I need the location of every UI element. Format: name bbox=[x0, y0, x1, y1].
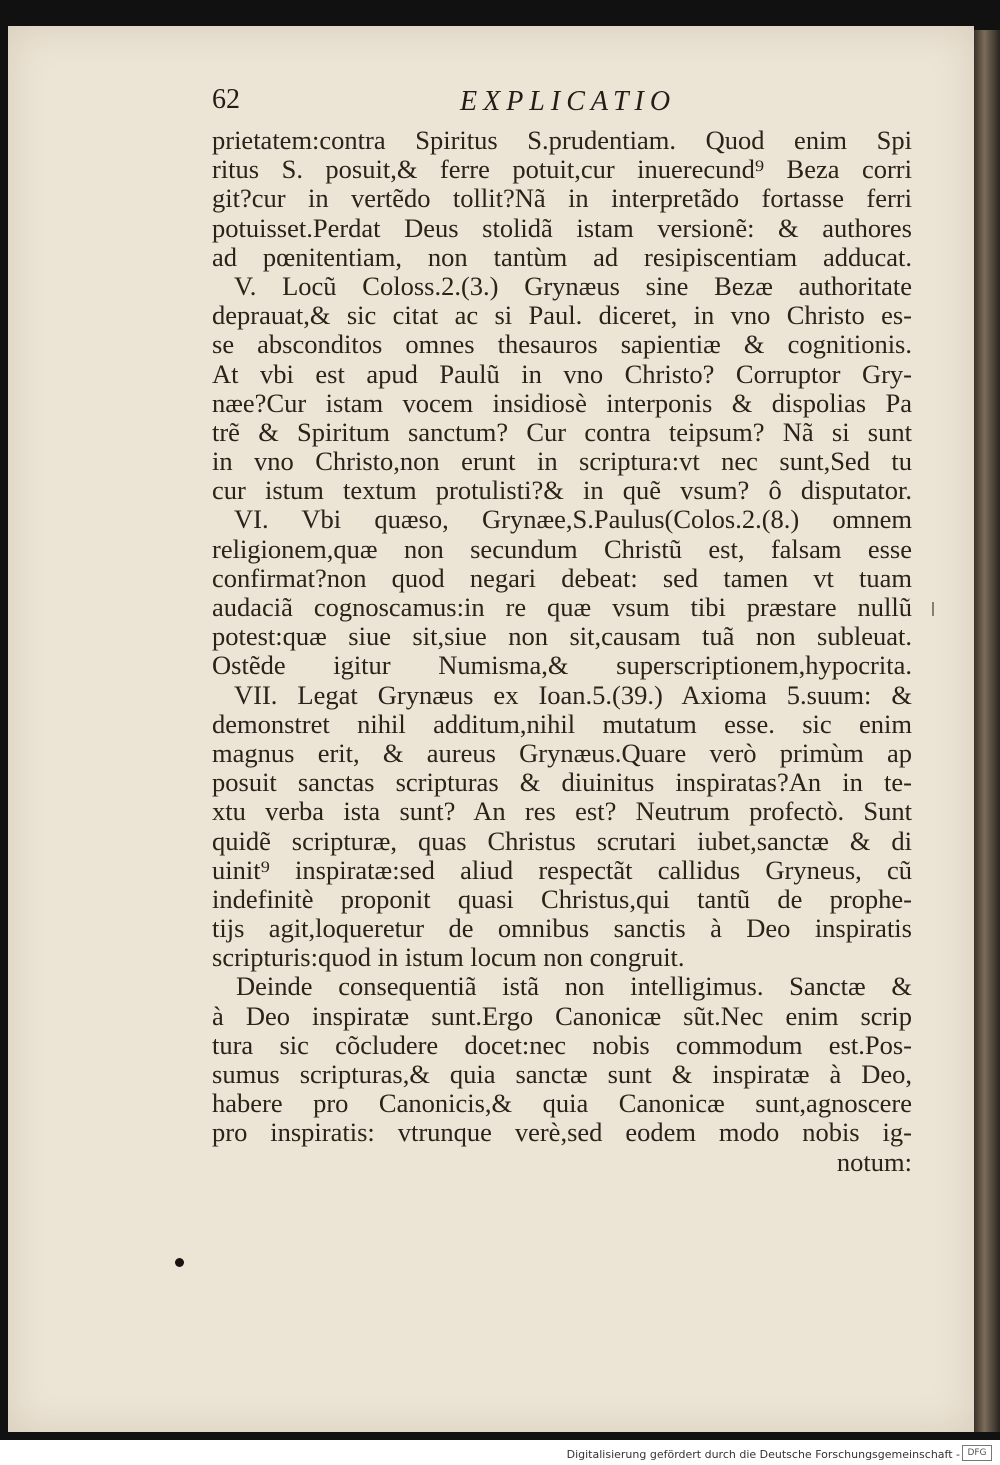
page-header bbox=[210, 84, 910, 124]
text-line: in vno Christo,non erunt in scriptura:vt nec sunt,Sed tu bbox=[212, 446, 912, 477]
text-line: trẽ & Spiritum sanctum? Cur contra teipsum? Nã si sunt bbox=[212, 416, 912, 447]
text-line: tura sic cõcludere docet:nec nobis commodum est.Pos- bbox=[212, 1029, 912, 1060]
running-title: EXPLICATIO bbox=[460, 86, 677, 117]
text-line: notum: bbox=[836, 1146, 912, 1177]
text-line: à Deo inspiratæ sunt.Ergo Canonicæ sũt.Nec enim scrip bbox=[212, 1000, 912, 1031]
text-line: VI. Vbi quæso, Grynæe,S.Paulus(Colos.2.(8.) omnem bbox=[234, 504, 912, 535]
body-text bbox=[212, 126, 912, 1177]
text-line: cur istum textum protulisti?& in quẽ vsum? ô disputator. bbox=[212, 475, 912, 506]
page-number: 62 bbox=[212, 84, 240, 115]
text-line: religionem,quæ non secundum Christũ est, falsam esse bbox=[212, 533, 912, 564]
text-line: demonstret nihil additum,nihil mutatum esse. sic enim bbox=[212, 708, 912, 739]
text-line: Deinde consequentiã istã non intelligimus. Sanctæ & bbox=[236, 971, 912, 1002]
text-line: ad pœnitentiam, non tantùm ad resipiscentiam adducat. bbox=[212, 241, 912, 272]
text-line: scripturis:quod in istum locum non congruit. bbox=[212, 942, 685, 973]
text-line: At vbi est apud Paulũ in vno Christo? Corruptor Gry- bbox=[212, 358, 912, 389]
book-edge bbox=[974, 30, 1000, 1432]
margin-mark bbox=[932, 602, 934, 616]
text-line: tijs agit,loqueretur de omnibus sanctis à Deo inspiratis bbox=[212, 913, 912, 944]
digitization-footer bbox=[0, 1440, 1000, 1465]
text-line: indefinitè proponit quasi Christus,qui tantũ de prophe- bbox=[212, 883, 912, 914]
text-line: potest:quæ siue sit,siue non sit,causam tuã non subleuat. bbox=[212, 621, 912, 652]
text-line: audaciã cognoscamus:in re quæ vsum tibi præstare nullũ bbox=[212, 592, 912, 622]
text-line: posuit sanctas scripturas & diuinitus inspiratas?An in te- bbox=[212, 767, 912, 798]
text-line: pro inspiratis: vtrunque verè,sed eodem modo nobis ig- bbox=[212, 1117, 912, 1148]
text-line: git?cur in vertẽdo tollit?Nã in interpretãdo fortasse ferri bbox=[212, 183, 912, 214]
text-line: prietatem:contra Spiritus S.prudentiam. Quod enim Spi bbox=[212, 125, 912, 155]
text-line: næe?Cur istam vocem insidiosè interponis & dispolias Pa bbox=[212, 387, 912, 418]
text-line: VII. Legat Grynæus ex Ioan.5.(39.) Axioma 5.suum: & bbox=[234, 679, 912, 710]
text-line: V. Locũ Coloss.2.(3.) Grynæus sine Bezæ authoritate bbox=[234, 270, 912, 301]
ink-spot bbox=[175, 1258, 184, 1267]
text-line: Ostẽde igitur Numisma,& superscriptionem,hypocrita. bbox=[212, 650, 912, 681]
text-line: se absconditos omnes thesauros sapientiæ & cognitionis. bbox=[212, 329, 912, 360]
funding-credit: Digitalisierung gefördert durch die Deutsche Forschungsgemeinschaft - bbox=[566, 1448, 960, 1461]
text-line: uinit⁹ inspiratæ:sed aliud respectãt callidus Gryneus, cũ bbox=[212, 854, 912, 885]
text-line: habere pro Canonicis,& quia Canonicæ sunt,agnoscere bbox=[212, 1088, 912, 1119]
dfg-logo: DFG bbox=[962, 1445, 992, 1461]
text-line: sumus scripturas,& quia sanctæ sunt & inspiratæ à Deo, bbox=[212, 1059, 912, 1089]
text-line: magnus erit, & aureus Grynæus.Quare verò primùm ap bbox=[212, 737, 912, 768]
text-line: xtu verba ista sunt? An res est? Neutrum profectò. Sunt bbox=[212, 796, 912, 827]
text-line: deprauat,& sic citat ac si Paul. diceret, in vno Christo es- bbox=[212, 300, 912, 331]
text-line: confirmat?non quod negari debeat: sed tamen vt tuam bbox=[212, 562, 912, 593]
text-line: quidẽ scripturæ, quas Christus scrutari iubet,sanctæ & di bbox=[212, 825, 912, 856]
text-line: potuisset.Perdat Deus stolidã istam versionẽ: & authores bbox=[212, 212, 912, 243]
text-line: ritus S. posuit,& ferre potuit,cur inuerecund⁹ Beza corri bbox=[212, 154, 912, 185]
